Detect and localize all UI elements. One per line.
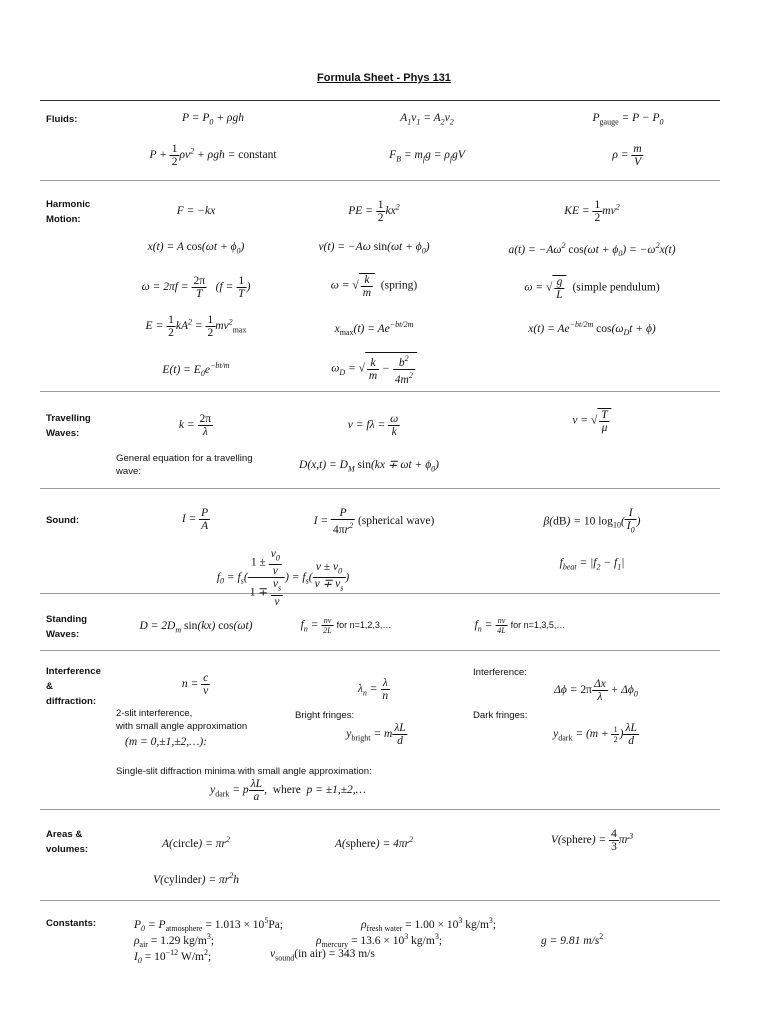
p0-value: = 1.013 × 10: [205, 918, 265, 931]
standing-n2-note: for n=1,3,5,…: [510, 620, 566, 631]
divider: [40, 180, 720, 181]
dark-fringes-label: Dark fringes:: [473, 710, 528, 721]
formula-angular-frequency: ω = 2πf = $\frac{2\pi}{T}$ (f = $\frac{1}{T}$ ): [141, 275, 251, 300]
divider: [40, 100, 720, 101]
formula-cylinder-volume: V(cylinder) = $\pi r^2h$: [153, 871, 239, 886]
note-line: General equation for a travelling: [116, 453, 253, 464]
note-line: wave:: [116, 466, 142, 477]
fresh-water-unit: kg/m: [465, 918, 489, 931]
formula-pressure: $P = P_0 + \rho gh$: [182, 112, 244, 127]
section-label-standing: [46, 612, 87, 642]
formula-damped-omega: $\omega_D$ = √ $\frac{k}{m}$ − $\frac{b^2}{4m^2}$: [331, 352, 417, 386]
section-label-fluids: Fluids:: [46, 114, 78, 125]
constant-air-density: $\rho_{air} = 1.29$ $kg/m^3$;: [134, 932, 215, 950]
formula-doppler: $f_0 = f_s$( 1 ± $\frac{v_0}{v}$ 1 ∓ $\frac{v_s}{v}$ ) = $f_s$( $\frac{v \pm v_0}{v \mp v_s}$ ): [216, 548, 350, 608]
gravity-value: g = 9.81 m/s: [541, 934, 600, 947]
two-slit-m-values: (m = 0,±1,±2,…):: [124, 736, 208, 748]
formula-gauge-pressure: $P_{gauge} = P - P_0$: [592, 112, 664, 127]
formula-single-slit: $y_{dark} = p$ $\frac{\lambda L}{a}$ , where p = ±1,±2,…: [210, 778, 366, 803]
single-slit-note: Single-slit diffraction minima with small angle approximation:: [116, 766, 372, 777]
label-line: Travelling: [46, 413, 91, 424]
formula-damped-energy: $E(t) = E_0e^{-bt/m}$: [162, 361, 230, 379]
formula-sphere-volume: V(sphere) = $\frac{4}{3}$ $\pi r^3$: [550, 828, 634, 853]
section-label-constants: Constants:: [46, 918, 97, 929]
formula-energy: E = $\frac{1}{2}$ $kA^2$ = $\frac{1}{2}$ $mv^2_{max}$: [145, 314, 247, 339]
formula-standing-open: $f_n$ = $\frac{nv}{4L}$ for n=1,3,5,…: [474, 616, 566, 635]
formula-intensity: I = $\frac{P}{A}$: [181, 507, 209, 532]
label-line: Waves:: [46, 629, 80, 640]
note-line: 2-slit interference,: [116, 708, 193, 719]
formula-damped-position: $x(t) = Ae^{-bt/2m}$ $\cos(\omega_Dt + \phi)$: [528, 320, 656, 338]
formula-ke: KE = $\frac{1}{2}$ $mv^2$: [564, 199, 620, 224]
formula-standing-fixed: $f_n$ = $\frac{nv}{2L}$ for n=1,2,3,…: [300, 616, 392, 635]
formula-spherical-intensity: I = $\frac{P}{4\pi r^2}$ (spherical wave): [313, 507, 435, 536]
bright-fringes-label: Bright fringes:: [295, 710, 355, 721]
label-line: Waves:: [46, 428, 80, 439]
i0-unit: W/m: [180, 950, 204, 963]
p0-unit: Pa;: [268, 918, 284, 931]
formula-wave-speed: v = fλ = $\frac{\omega}{k}$: [347, 413, 399, 438]
air-density-value: = 1.29 kg/m: [150, 934, 207, 947]
label-line: Interference: [46, 666, 101, 677]
formula-wave-number: k = $\frac{2\pi}{\lambda}$: [178, 413, 212, 438]
constant-word: constant: [238, 149, 277, 162]
formula-string-speed: v = √ $\frac{T}{\mu}$: [572, 408, 611, 434]
section-label-travelling: [46, 411, 91, 441]
formula-buoyancy: $F_B = m_fg = \rho_fgV$: [389, 149, 465, 164]
divider: [40, 650, 720, 651]
formula-standing-wave: $D = 2D_m$ sin(kx) cos(ωt): [139, 620, 253, 635]
fresh-water-value: = 1.00 × 10: [405, 918, 459, 931]
label-line: diffraction:: [46, 696, 97, 707]
i0-exponent: −12: [165, 948, 179, 957]
two-slit-note: [116, 707, 247, 733]
label-line: Motion:: [46, 214, 81, 225]
formula-omega-spring: ω = √ $\frac{k}{m}$ (spring): [330, 274, 418, 299]
constant-gravity: g = 9.81 $m/s^2$: [541, 932, 604, 947]
formula-refractive-index: n = $\frac{c}{v}$: [181, 672, 209, 697]
divider: [40, 900, 720, 901]
where-word: where: [272, 784, 301, 797]
general-equation-note: [116, 452, 253, 478]
label-line: &: [46, 681, 53, 692]
formula-decibels: β(dB) = 10 $\log_{10}$( $\frac{I}{I_0}$ ): [543, 507, 641, 535]
formula-position: x(t) = A $\cos(\omega t + \phi_0)$: [147, 241, 245, 256]
section-label-areas: [46, 827, 88, 857]
formula-phase-difference: Δϕ = 2π $\frac{\Delta x}{\lambda}$ + $\Delta\phi_0$: [554, 678, 638, 703]
mercury-density-value: = 13.6 × 10: [351, 934, 405, 947]
page-title: Formula Sheet - Phys 131: [317, 72, 451, 84]
constant-fresh-water-density: $\rho_{fresh water} = 1.00 \times 10^3$ $kg/m^3$;: [361, 916, 497, 934]
divider: [40, 391, 720, 392]
label-line: Standing: [46, 614, 88, 625]
spring-note: (spring): [380, 279, 418, 292]
section-label-sound: Sound:: [46, 515, 80, 526]
spherical-note: (spherical wave): [357, 515, 435, 528]
formula-bright-fringes: $y_{bright} = m$ $\frac{\lambda L}{d}$: [346, 722, 406, 747]
formula-sphere-area: A(sphere) = $4\pi r^2$: [334, 835, 414, 850]
formula-travelling-wave: $D(x,t) = D_M$ $\sin(kx \mp \omega t + \phi_0)$: [299, 459, 439, 474]
sound-speed-value: (in air) = 343 m/s: [294, 948, 375, 960]
section-label-interference: [46, 664, 101, 709]
p0-exponent: 5: [264, 916, 269, 925]
formula-hooke: F = −kx: [176, 205, 216, 217]
formula-beat-frequency: $f_{beat} = |f_2 - f_1|$: [559, 557, 625, 572]
divider: [40, 809, 720, 810]
formula-omega-pendulum: ω = √ $\frac{g}{L}$ (simple pendulum): [524, 276, 660, 301]
divider: [40, 593, 720, 594]
label-line: Harmonic: [46, 199, 91, 210]
formula-continuity: $A_1v_1 = A_2v_2$: [400, 112, 454, 127]
constant-reference-intensity: $I_0 = 10^{-12}$ $W/m^2$;: [134, 948, 212, 966]
i0-value: = 10: [144, 950, 166, 963]
interference-heading: Interference:: [473, 667, 527, 678]
formula-density: ρ = $\frac{m}{V}$: [612, 143, 642, 168]
pendulum-note: (simple pendulum): [572, 281, 660, 294]
constant-mercury-density: $\rho_{mercury} = 13.6 \times 10^3$ $kg/m^3$;: [316, 932, 443, 950]
label-line: volumes:: [46, 844, 89, 855]
formula-pe-spring: PE = $\frac{1}{2}$ $kx^2$: [348, 199, 400, 224]
standing-n1-note: for n=1,2,3,…: [336, 620, 392, 631]
constant-atmospheric-pressure: $P_0 = P_{atmosphere} = 1.013 \times 10^5Pa$;: [134, 916, 284, 934]
formula-dark-fringes: $y_{dark} = (m$ + $\frac{1}{2}$ ) $\frac{\lambda L}{d}$: [553, 722, 637, 747]
constant-sound-speed: $v_{sound}(in$ air) = 343 m/s: [270, 948, 375, 963]
formula-damped-amplitude: $x_{max}(t) = Ae^{-bt/2m}$: [334, 320, 414, 338]
formula-acceleration: $a(t) = -A\omega^2$ $\cos(\omega t + \phi_0) = -\omega^2x(t)$: [508, 241, 676, 259]
note-line: with small angle approximation: [116, 721, 248, 732]
formula-bernoulli: P + $\frac{1}{2}$ $\rho v^2 + \rho gh$ = constant: [149, 143, 277, 168]
formula-wavelength-medium: $\lambda_n$ = $\frac{\lambda}{n}$: [357, 677, 389, 702]
divider: [40, 488, 720, 489]
section-label-harmonic: [46, 197, 90, 227]
formula-velocity: v(t) = −Aω $\sin(\omega t + \phi_0)$: [318, 241, 430, 256]
label-line: Areas &: [46, 829, 83, 840]
formula-circle-area: A(circle) = $\pi r^2$: [162, 835, 230, 850]
